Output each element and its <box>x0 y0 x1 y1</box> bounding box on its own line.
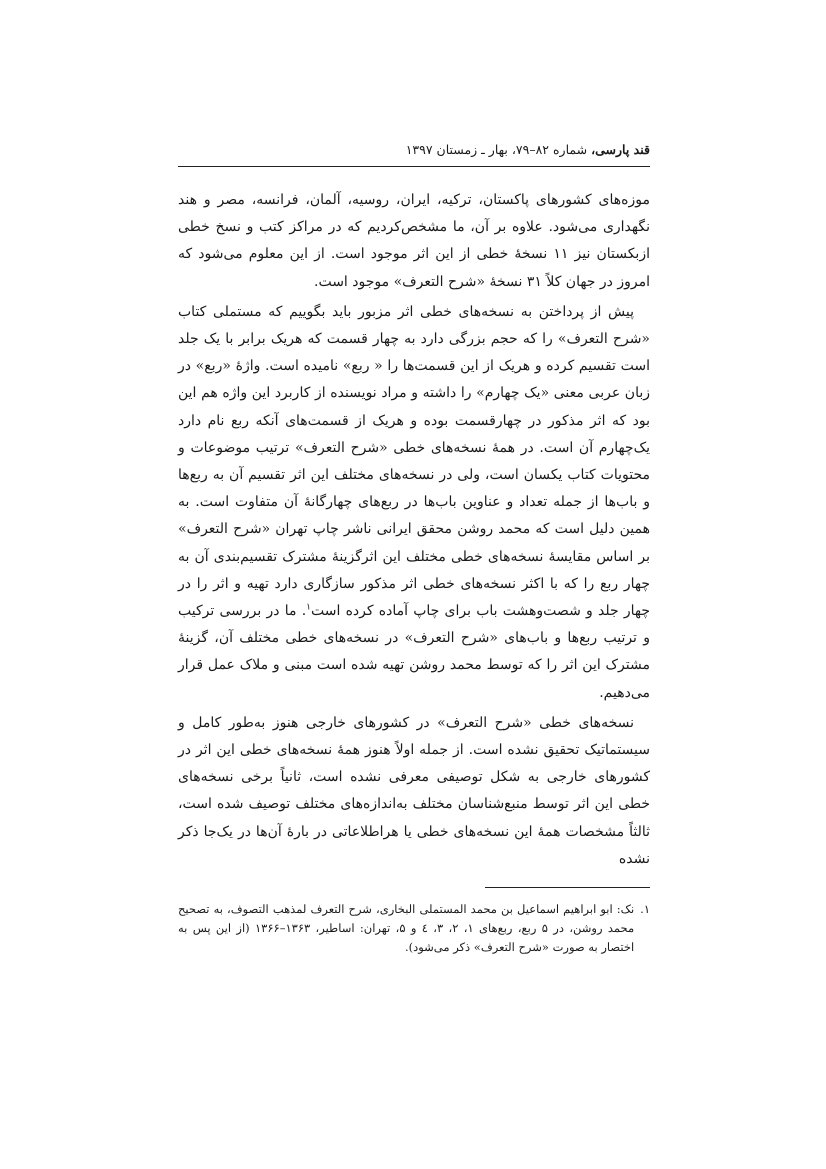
issue-info: شماره ۸۲–۷۹، بهار ـ زمستان ۱۳۹۷ <box>405 142 592 157</box>
paragraph-2-text-continued: . ما در بررسی ترکیب و ترتیب ربع‌ها و باب‌های «شرح التعرف» در نسخه‌های خطی مختلف آن، گزینهٔ مشترک این اثر را که توسط محمد روشن تهیه شده است مبنی و ملاک عمل قرار می‌دهیم. <box>178 603 650 701</box>
journal-name: قند پارسی، <box>591 142 650 157</box>
paragraph-3: نسخه‌های خطی «شرح التعرف» در کشورهای خارجی هنوز به‌طور کامل و سیستماتیک تحقیق نشده است. از جمله اولاً هنوز همهٔ نسخه‌های خطی این اثر در کشورهای خارجی به شکل توصیفی معرفی نشده است، ثانیاً برخی نسخه‌های خطی این اثر توسط منبع‌شناسان مختلف به‌اندازه‌های مختلف توصیف شده است، ثالثاً مشخصات همهٔ این نسخه‌های خطی یا هراطلاعاتی در بارهٔ آن‌ها در یک‌جا ذکر نشده <box>178 714 650 867</box>
header-rule <box>178 166 650 167</box>
page <box>178 140 650 957</box>
paragraph-2-text: پیش از پرداختن به نسخه‌های خطی اثر مزبور باید بگوییم که مستملی کتاب «شرح التعرف» را که حجم بزرگی دارد به چهار قسمت که هریک برابر با یک جلد است تقسیم کرده و هریک از این قسمت‌ها را « ربع» نامیده است. واژهٔ «ربع» در زبان عربی معنی «یک چهارم» را داشته و مراد نویسنده از کاربرد این واژه هم این بود که اثر مذکور در چهارقسمت بوده و هریک از قسمت‌های آنکه ربع نام دارد یک‌چهارم آن است. در همهٔ نسخه‌های خطی «شرح التعرف» ترتیب موضوعات و محتویات کتاب یکسان است، ولی در نسخه‌های مختلف این اثر تقسیم آن به ربع‌ها و باب‌ها از جمله تعداد و عناوین باب‌ها در ربع‌های چهارگانهٔ آن متفاوت است. به همین دلیل است که محمد روشن محقق ایرانی ناشر چاپ تهران «شرح التعرف» بر اساس مقایسهٔ نسخه‌های خطی مختلف این اثرگزینهٔ مشترک تقسیم‌بندی آن به چهار ربع را که با اکثر نسخه‌های خطی اثر مذکور سازگاری دارد تهیه و اثر را در چهار جلد و شصت‌وهشت باب برای چاپ آماده کرده است <box>178 303 650 620</box>
footnote <box>178 900 650 957</box>
paragraph-1: موزه‌های کشورهای پاکستان، ترکیه، ایران، روسیه، آلمان، فرانسه، مصر و هند نگهداری می‌شود. علاوه بر آن، ما مشخص‌کردیم که در مراکز کتب و نسخ خطی ازبکستان نیز ۱۱ نسخهٔ خطی از این اثر موجود است. از این معلوم می‌شود که امروز در جهان کلاً ۳۱ نسخهٔ «شرح التعرف» موجود است. <box>178 192 650 290</box>
paragraph-2 <box>178 299 650 707</box>
body-text <box>178 187 650 873</box>
footnote-text: نک: ابو ابراهیم اسماعیل بن محمد المستملی البخاری، شرح التعرف لمذهب التصوف، به تصحیح محمد روشن، در ۵ ربع، ربع‌های ۱، ۲، ۳، ٤ و ۵، تهران: اساطیر، ۱۳۶۳–۱۳۶۶ (از این پس به اختصار به صورت «شرح التعرف» ذکر می‌شود). <box>178 902 635 955</box>
footnote-number: ۱. <box>640 902 650 917</box>
running-header <box>178 140 650 166</box>
footnote-rule <box>485 887 650 888</box>
footnote-reference[interactable]: ۱ <box>306 602 311 613</box>
